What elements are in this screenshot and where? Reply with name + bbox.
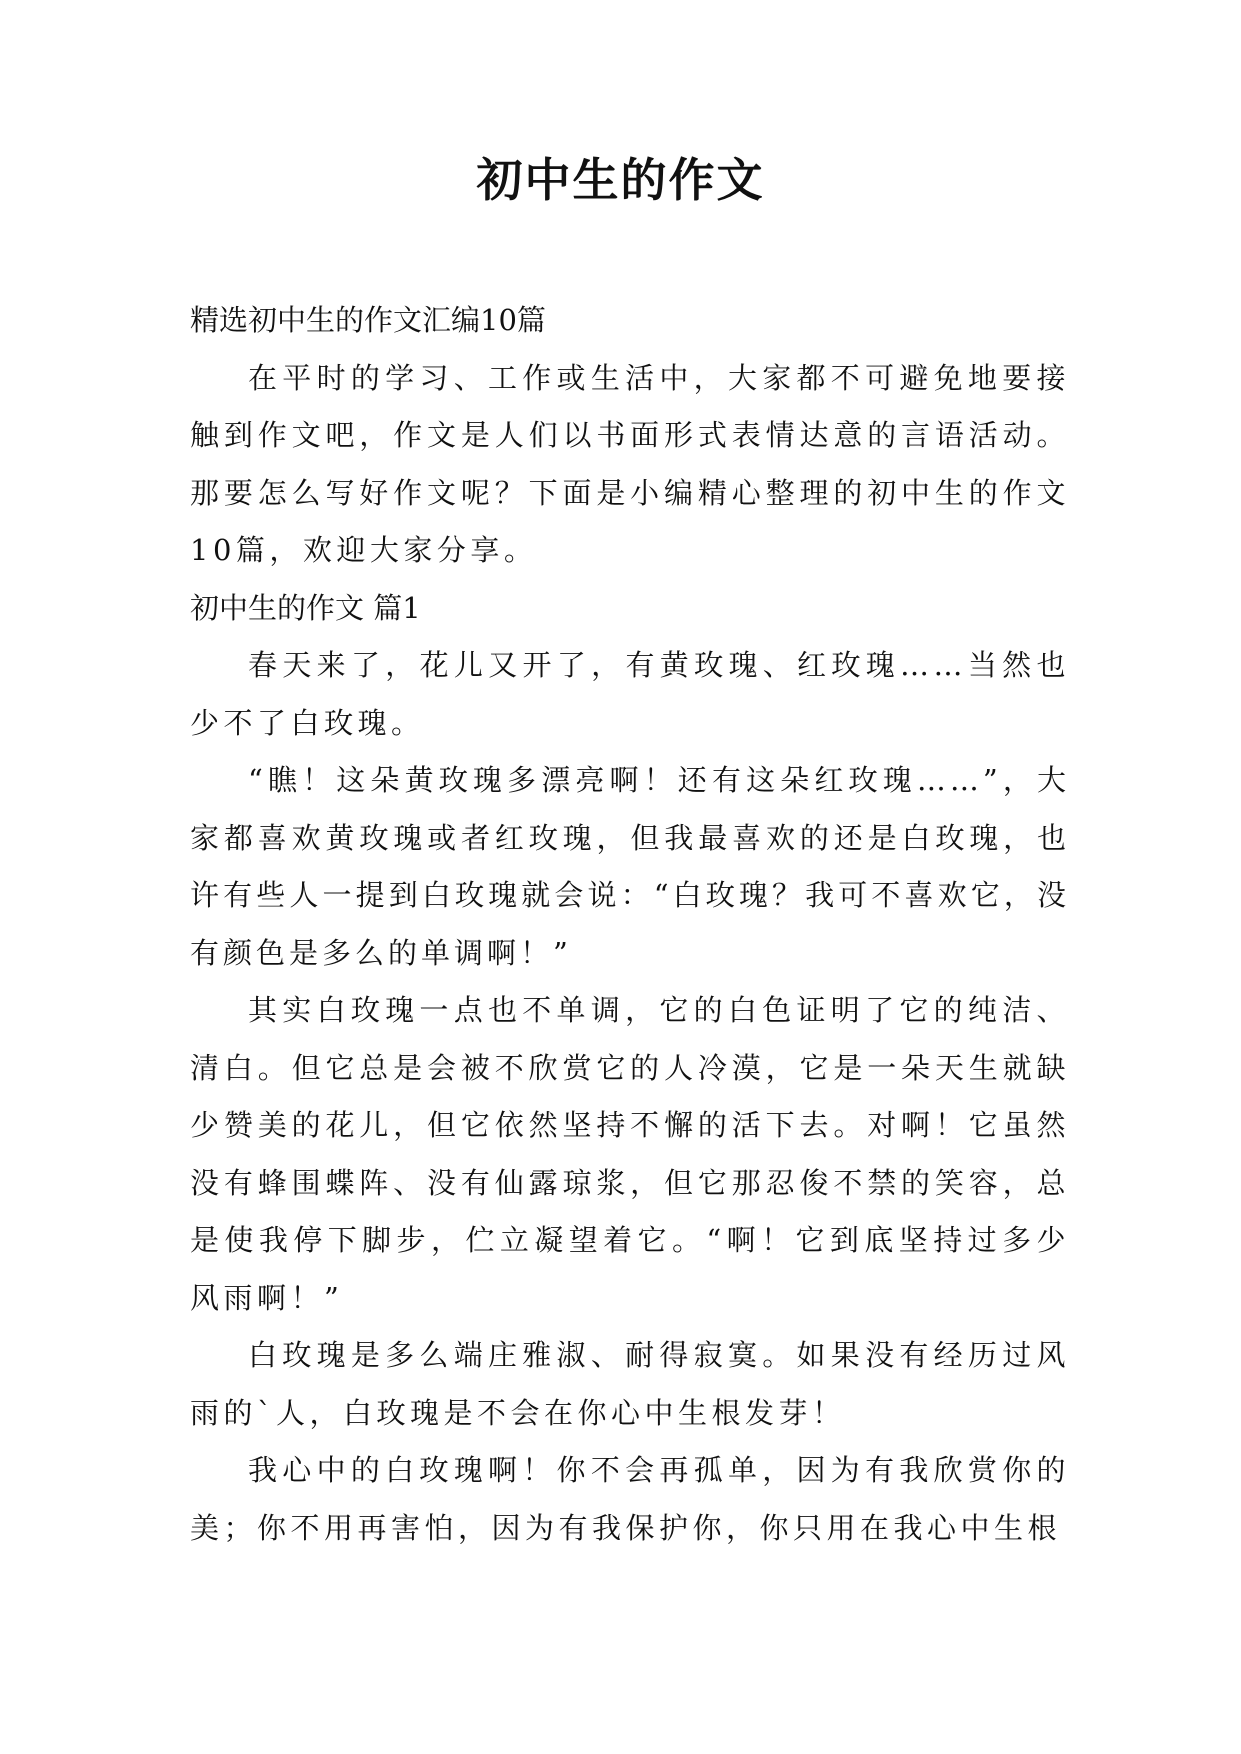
intro-paragraph: 在平时的学习、工作或生活中，大家都不可避免地要接触到作文吧，作文是人们以书面形式表情达意的言语活动。那要怎么写好作文呢？下面是小编精心整理的初中生的作文10篇，欢迎大家分享。 xyxy=(190,360,1070,567)
section-title: 初中生的作文 篇1 xyxy=(190,590,421,625)
body-paragraph-1: 春天来了，花儿又开了，有黄玫瑰、红玫瑰……当然也少不了白玫瑰。 xyxy=(190,648,1070,740)
body-paragraph-5: 我心中的白玫瑰啊！你不会再孤单，因为有我欣赏你的美；你不用再害怕，因为有我保护你，你只用在我心中生根 xyxy=(190,1453,1070,1545)
document-body xyxy=(190,292,1070,1557)
body-paragraph-2: “瞧！这朵黄玫瑰多漂亮啊！还有这朵红玫瑰……”，大家都喜欢黄玫瑰或者红玫瑰，但我最喜欢的还是白玫瑰，也许有些人一提到白玫瑰就会说：“白玫瑰？我可不喜欢它，没有颜色是多么的单调啊！” xyxy=(190,763,1070,970)
document-title: 初中生的作文 xyxy=(476,153,765,207)
document-subtitle: 精选初中生的作文汇编10篇 xyxy=(190,303,546,337)
body-paragraph-3: 其实白玫瑰一点也不单调，它的白色证明了它的纯洁、清白。但它总是会被不欣赏它的人冷漠，它是一朵天生就缺少赞美的花儿，但它依然坚持不懈的活下去。对啊！它虽然没有蜂围蝶阵、没有仙露琼浆，但它那忍俊不禁的笑容，总是使我停下脚步，伫立凝望着它。“啊！它到底坚持过多少风雨啊！” xyxy=(190,993,1070,1315)
body-paragraph-4: 白玫瑰是多么端庄雅淑、耐得寂寞。如果没有经历过风雨的`人，白玫瑰是不会在你心中生根发芽！ xyxy=(190,1338,1070,1430)
